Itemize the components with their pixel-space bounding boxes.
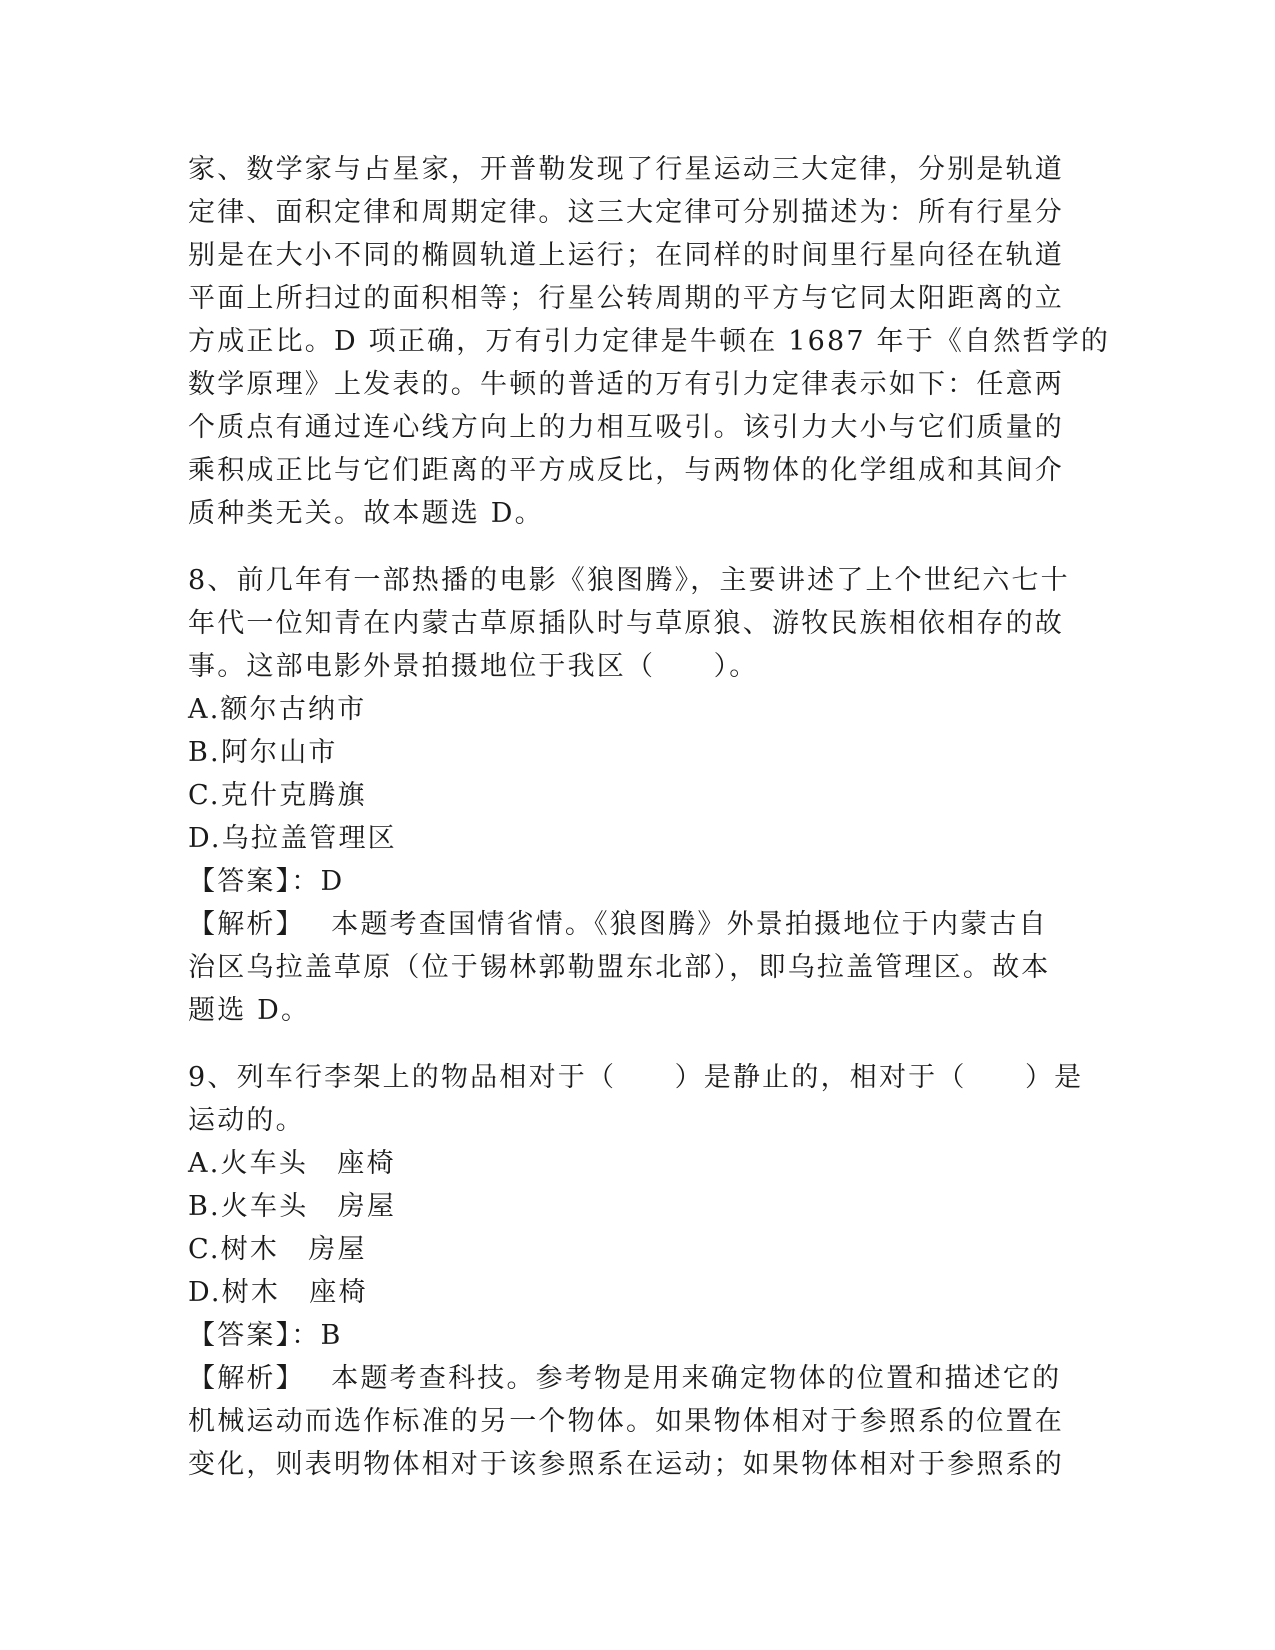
text-line: 个质点有通过连心线方向上的力相互吸引。该引力大小与它们质量的	[188, 412, 1064, 443]
option-b: B.火车头 房屋	[188, 1191, 397, 1222]
analysis-line: 【解析】 本题考查科技。参考物是用来确定物体的位置和描述它的	[188, 1363, 1062, 1394]
option-c: C.树木 房屋	[188, 1234, 367, 1265]
intro-paragraph	[188, 148, 1111, 535]
question-stem-line: 年代一位知青在内蒙古草原插队时与草原狼、游牧民族相依相存的故	[188, 608, 1064, 639]
analysis-line: 题选 D。	[188, 995, 311, 1026]
option-a: A.火车头 座椅	[188, 1148, 396, 1179]
text-line: 家、数学家与占星家，开普勒发现了行星运动三大定律，分别是轨道	[188, 154, 1064, 185]
analysis-line: 机械运动而选作标准的另一个物体。如果物体相对于参照系的位置在	[188, 1406, 1064, 1437]
option-b: B.阿尔山市	[188, 737, 338, 768]
text-line: 平面上所扫过的面积相等；行星公转周期的平方与它同太阳距离的立	[188, 283, 1064, 314]
option-d: D.乌拉盖管理区	[188, 823, 397, 854]
question-stem-line: 9、列车行李架上的物品相对于（ ）是静止的，相对于（ ）是	[188, 1062, 1084, 1093]
text-line: 定律、面积定律和周期定律。这三大定律可分别描述为：所有行星分	[188, 197, 1064, 228]
text-line: 乘积成正比与它们距离的平方成反比，与两物体的化学组成和其间介	[188, 455, 1064, 486]
paragraph-gap	[188, 535, 1088, 559]
text-line: 质种类无关。故本题选 D。	[188, 498, 544, 529]
text-line: 数学原理》上发表的。牛顿的普适的万有引力定律表示如下：任意两	[188, 369, 1064, 400]
page-content	[188, 148, 1111, 1486]
question-stem-line: 运动的。	[188, 1105, 305, 1136]
analysis-line: 变化，则表明物体相对于该参照系在运动；如果物体相对于参照系的	[188, 1449, 1064, 1480]
question-stem-line: 8、前几年有一部热播的电影《狼图腾》，主要讲述了上个世纪六七十	[188, 565, 1070, 596]
text-line: 方成正比。D 项正确，万有引力定律是牛顿在 1687 年于《自然哲学的	[188, 326, 1111, 357]
answer-line: 【答案】：D	[188, 866, 345, 897]
option-c: C.克什克腾旗	[188, 780, 367, 811]
question-8	[188, 559, 1088, 1032]
text-line: 别是在大小不同的椭圆轨道上运行；在同样的时间里行星向径在轨道	[188, 240, 1064, 271]
option-a: A.额尔古纳市	[188, 694, 367, 725]
question-9	[188, 1056, 1088, 1486]
question-stem-line: 事。这部电影外景拍摄地位于我区（ ）。	[188, 651, 759, 682]
paragraph-gap	[188, 1032, 1088, 1056]
analysis-line: 【解析】 本题考查国情省情。《狼图腾》外景拍摄地位于内蒙古自	[188, 909, 1048, 940]
answer-line: 【答案】：B	[188, 1320, 343, 1351]
option-d: D.树木 座椅	[188, 1277, 368, 1308]
analysis-line: 治区乌拉盖草原（位于锡林郭勒盟东北部），即乌拉盖管理区。故本	[188, 952, 1051, 983]
